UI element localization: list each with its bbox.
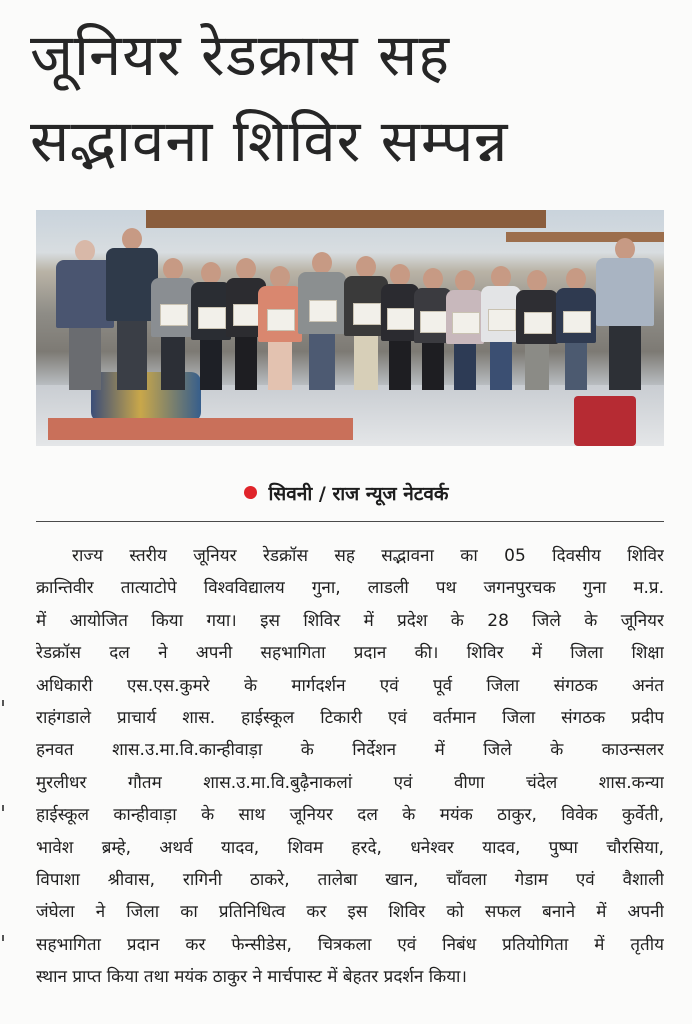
photo-person bbox=[258, 266, 302, 390]
photo-person-legs bbox=[609, 326, 641, 390]
photo-certificate bbox=[353, 303, 381, 325]
photo-person bbox=[481, 266, 521, 390]
photo-person bbox=[151, 258, 195, 390]
headline bbox=[30, 12, 670, 184]
body-line: राहंगडाले प्राचार्य शास. हाईस्कूल टिकारी एवं वर्तमान जिला संगठक प्रदीप bbox=[36, 708, 664, 729]
photo-person-head bbox=[390, 264, 410, 286]
photo-certificate bbox=[452, 312, 480, 334]
photo-person-legs bbox=[389, 341, 410, 390]
photo-person-legs bbox=[525, 344, 549, 390]
group-photo bbox=[36, 210, 664, 446]
body-line: हनवत शास.उ.मा.वि.कान्हीवाड़ा के निर्देशन में जिले के काउन्सलर bbox=[36, 740, 664, 761]
photo-person-head bbox=[75, 240, 95, 262]
photo-person-legs bbox=[565, 343, 587, 390]
photo-person bbox=[191, 262, 231, 390]
body-line: अधिकारी एस.एस.कुमरे के मार्गदर्शन एवं पूर्व जिला संगठक अनंत bbox=[36, 675, 664, 696]
photo-certificate bbox=[488, 309, 516, 331]
page-edge-mark bbox=[2, 700, 4, 706]
body-line: विपाशा श्रीवास, रागिनी ठाकरे, तालेबा खान, चाँवला गेडाम एवं वैशाली bbox=[36, 870, 664, 891]
photo-certificate bbox=[309, 300, 337, 322]
photo-bench bbox=[48, 418, 353, 440]
photo-person bbox=[446, 270, 484, 390]
body-line: में आयोजित किया गया। इस शिविर में प्रदेश के 28 जिले के जूनियर bbox=[36, 610, 664, 631]
photo-person bbox=[298, 252, 346, 390]
photo-person bbox=[556, 268, 596, 390]
photo-certificate bbox=[387, 308, 415, 330]
article-body bbox=[36, 540, 664, 994]
photo-person-legs bbox=[490, 342, 512, 390]
photo-person-legs bbox=[235, 337, 257, 390]
photo-person-legs bbox=[161, 337, 186, 390]
body-line: भावेश ब्रम्हे, अथर्व यादव, शिवम हरदे, धनेश्वर यादव, पुष्पा चौरसिया, bbox=[36, 837, 664, 858]
photo-person-head bbox=[455, 270, 475, 292]
body-line: रेडक्रॉस दल ने अपनी सहभागिता प्रदान की। शिविर में जिला शिक्षा bbox=[36, 643, 664, 664]
photo-person-head bbox=[201, 262, 221, 284]
photo-certificate bbox=[233, 304, 261, 326]
photo-person-head bbox=[527, 270, 547, 292]
photo-person-head bbox=[356, 256, 376, 278]
photo-person-head bbox=[566, 268, 586, 290]
photo-platform-roof bbox=[146, 210, 546, 228]
photo-person-legs bbox=[117, 321, 146, 390]
body-line: सहभागिता प्रदान कर फेन्सीडेस, चित्रकला एवं निबंध प्रतियोगिता में तृतीय bbox=[36, 934, 664, 955]
photo-person-head bbox=[163, 258, 183, 280]
photo-person-legs bbox=[309, 334, 336, 390]
photo-certificate bbox=[524, 312, 552, 334]
photo-person-head bbox=[236, 258, 256, 280]
photo-person-legs bbox=[422, 343, 443, 390]
body-line: क्रान्तिवीर तात्याटोपे विश्वविद्यालय गुना, लाडली पथ जगनपुरचक गुना म.प्र. bbox=[36, 578, 664, 599]
photo-person-legs bbox=[268, 342, 293, 390]
body-line: जंघेला ने जिला का प्रतिनिधित्व कर इस शिविर को सफल बनाने में अपनी bbox=[36, 902, 664, 923]
photo-person-head bbox=[312, 252, 332, 274]
photo-person-head bbox=[270, 266, 290, 288]
photo-certificate bbox=[160, 304, 188, 326]
body-line: स्थान प्राप्त किया तथा मयंक ठाकुर ने मार्चपास्ट में बेहतर प्रदर्शन किया। bbox=[36, 967, 467, 988]
photo-person bbox=[596, 238, 654, 390]
photo-certificate bbox=[563, 311, 591, 333]
photo-person-torso bbox=[596, 258, 654, 326]
photo-certificate bbox=[420, 311, 448, 333]
photo-person-legs bbox=[454, 344, 475, 390]
photo-red-suitcase bbox=[574, 396, 636, 446]
byline bbox=[0, 480, 692, 506]
photo-person-head bbox=[615, 238, 635, 260]
photo-person-head bbox=[122, 228, 142, 250]
photo-person-legs bbox=[69, 328, 101, 390]
photo-certificate bbox=[267, 309, 295, 331]
body-line: हाईस्कूल कान्हीवाड़ा के साथ जूनियर दल के मयंक ठाकुर, विवेक कुर्वेती, bbox=[36, 805, 664, 826]
byline-text: सिवनी / राज न्यूज नेटवर्क bbox=[268, 483, 449, 505]
headline-line-2: सद्भावना शिविर सम्पन्न bbox=[30, 107, 509, 175]
photo-person-head bbox=[423, 268, 443, 290]
page-edge-mark bbox=[2, 935, 4, 941]
photo-certificate bbox=[198, 307, 226, 329]
photo-person-legs bbox=[200, 340, 222, 390]
body-line: राज्य स्तरीय जूनियर रेडक्रॉस सह सद्भावना का 05 दिवसीय शिविर bbox=[72, 546, 664, 566]
photo-person-legs bbox=[354, 336, 379, 390]
byline-divider bbox=[36, 521, 664, 522]
photo-person bbox=[516, 270, 558, 390]
byline-bullet-icon bbox=[244, 486, 257, 499]
headline-line-1: जूनियर रेडक्रास सह bbox=[30, 21, 451, 89]
body-line: मुरलीधर गौतम शास.उ.मा.वि.बुढ़ैनाकलां एवं वीणा चंदेल शास.कन्या bbox=[36, 772, 664, 793]
page-edge-mark bbox=[2, 805, 4, 811]
photo-person-head bbox=[491, 266, 511, 288]
